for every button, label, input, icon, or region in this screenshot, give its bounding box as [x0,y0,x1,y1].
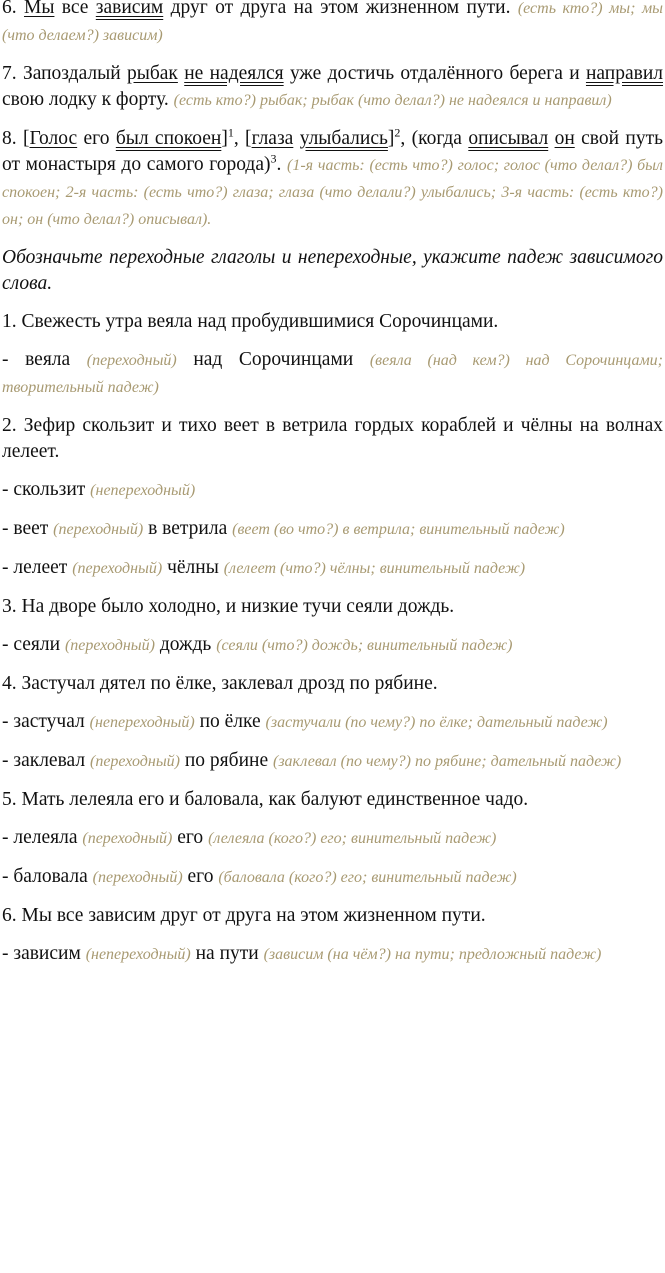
verb: - баловала [2,866,93,887]
case-comment: (сеяли (что?) дождь; винительный падеж) [216,637,513,654]
comment: (есть кто?) мы; мы (что делаем?) зависим) [2,0,664,44]
exercise-sentence: 5. Мать лелеяла его и баловала, как балуют единственное чадо. [2,789,529,810]
predicate: улыбались [299,128,388,149]
case-comment: (веяла (над кем?) над Сорочинцами; творительный падеж) [2,352,663,396]
case-comment: (веет (во что?) в ветрила; винительный падеж) [232,521,565,538]
case-comment: (баловала (кого?) его; винительный падеж) [218,869,517,886]
verb-type: (переходный) [53,521,144,538]
predicate: зависим [95,0,164,18]
verb: - веяла [2,349,87,370]
verb-type: (непереходный) [89,714,195,731]
exercise-sentence: 4. Застучал дятел по ёлке, заклевал дрозд по рябине. [2,673,438,694]
subject: рыбак [126,63,178,84]
exercise-list [2,309,663,968]
dependent-word: по рябине [180,750,273,771]
verb: - заклевал [2,750,90,771]
verb: - сеяли [2,634,65,655]
exercise-sentence: 3. На дворе было холодно, и низкие тучи сеяли дождь. [2,596,455,617]
verb-type: (переходный) [72,560,163,577]
verb-type: (переходный) [89,753,180,770]
verb-answer [2,748,663,775]
verb-answer [2,516,663,543]
dependent-word: его [172,827,209,848]
verb: - лелеет [2,557,73,578]
verb-type: (переходный) [82,830,173,847]
task-heading: Обозначьте переходные глаголы и непереходные, укажите падеж зависимого слова. [2,247,663,294]
exercise-sentence: 2. Зефир скользит и тихо веет в ветрила гордых кораблей и чёлны на волнах лелеет. [2,415,663,462]
verb-answer [2,347,663,401]
subject: Мы [23,0,55,18]
verb-answer [2,477,663,504]
sentence-7-analysis: 7. Запоздалый рыбак не надеялся уже достичь отдалённого берега и направил свою лодку к форту. (есть кто?) рыбак; рыбак (что делал?) не надеялся и направил) [2,63,664,110]
subject: Голос [29,128,78,149]
verb: - лелеяла [2,827,83,848]
case-comment: (зависим (на чём?) на пути; предложный падеж) [263,946,602,963]
dependent-word: его [182,866,219,887]
case-comment: (лелеяла (кого?) его; винительный падеж) [208,830,497,847]
predicate: не надеялся [184,63,284,84]
exercise-sentence: 1. Свежесть утра веяла над пробудившимися Сорочинцами. [2,311,499,332]
verb-type: (непереходный) [85,946,191,963]
verb-type: (переходный) [92,869,183,886]
predicate: был спокоен [115,128,222,149]
verb-type: (непереходный) [90,482,196,499]
dependent-word: по ёлке [194,711,266,732]
sentence-8-analysis: 8. [Голос его был спокоен]$^1$, [глаза улыбались]$^2$, (когда описывал он свой путь от монастыря до самого города)$^3$. (1-я часть: (есть что?) голос; голос (что делал?) был спокоен; 2-я часть: (есть что?) глаза; глаза (что делали?) улыбались; 3-я часть: (есть кто?) он; он (что делал?) описывал). [2,125,663,228]
verb-answer [2,709,663,736]
dependent-word: над Сорочинцами [176,349,370,370]
verb-type: (переходный) [86,352,177,369]
verb-answer [2,825,663,852]
dependent-word: дождь [154,634,217,655]
verb: - застучал [2,711,90,732]
verb-answer [2,555,663,582]
case-comment: (лелеет (что?) чёлны; винительный падеж) [223,560,526,577]
dependent-word: чёлны [162,557,224,578]
verb: - веет [2,518,54,539]
verb-type: (переходный) [64,637,155,654]
verb-answer [2,632,663,659]
case-comment: (заклевал (по чему?) по рябине; дательный падеж) [272,753,622,770]
predicate: направил [585,63,664,84]
verb: - зависим [2,943,86,964]
sentence-6-analysis: 6. Мы все зависим друг от друга на этом жизненном пути. (есть кто?) мы; мы (что делаем?) зависим) [2,0,663,49]
exercise-sentence: 6. Мы все зависим друг от друга на этом жизненном пути. [2,905,486,926]
dependent-word: в ветрила [143,518,233,539]
verb-answer [2,864,663,891]
dependent-word: на пути [190,943,264,964]
subject: глаза [251,128,294,149]
comment: (1-я часть: (есть что?) голос; голос (что делал?) был спокоен; 2-я часть: (есть что?) глаза; глаза (что делали?) улыбались; 3-я часть: (есть кто?) он; он (что делал?) описывал). [2,157,663,228]
verb: - скользит [2,479,91,500]
comment: (есть кто?) рыбак; рыбак (что делал?) не надеялся и направил) [173,92,612,109]
verb-answer [2,941,663,968]
predicate: описывал [468,128,549,149]
subject: он [554,128,575,149]
case-comment: (застучали (по чему?) по ёлке; дательный падеж) [265,714,608,731]
